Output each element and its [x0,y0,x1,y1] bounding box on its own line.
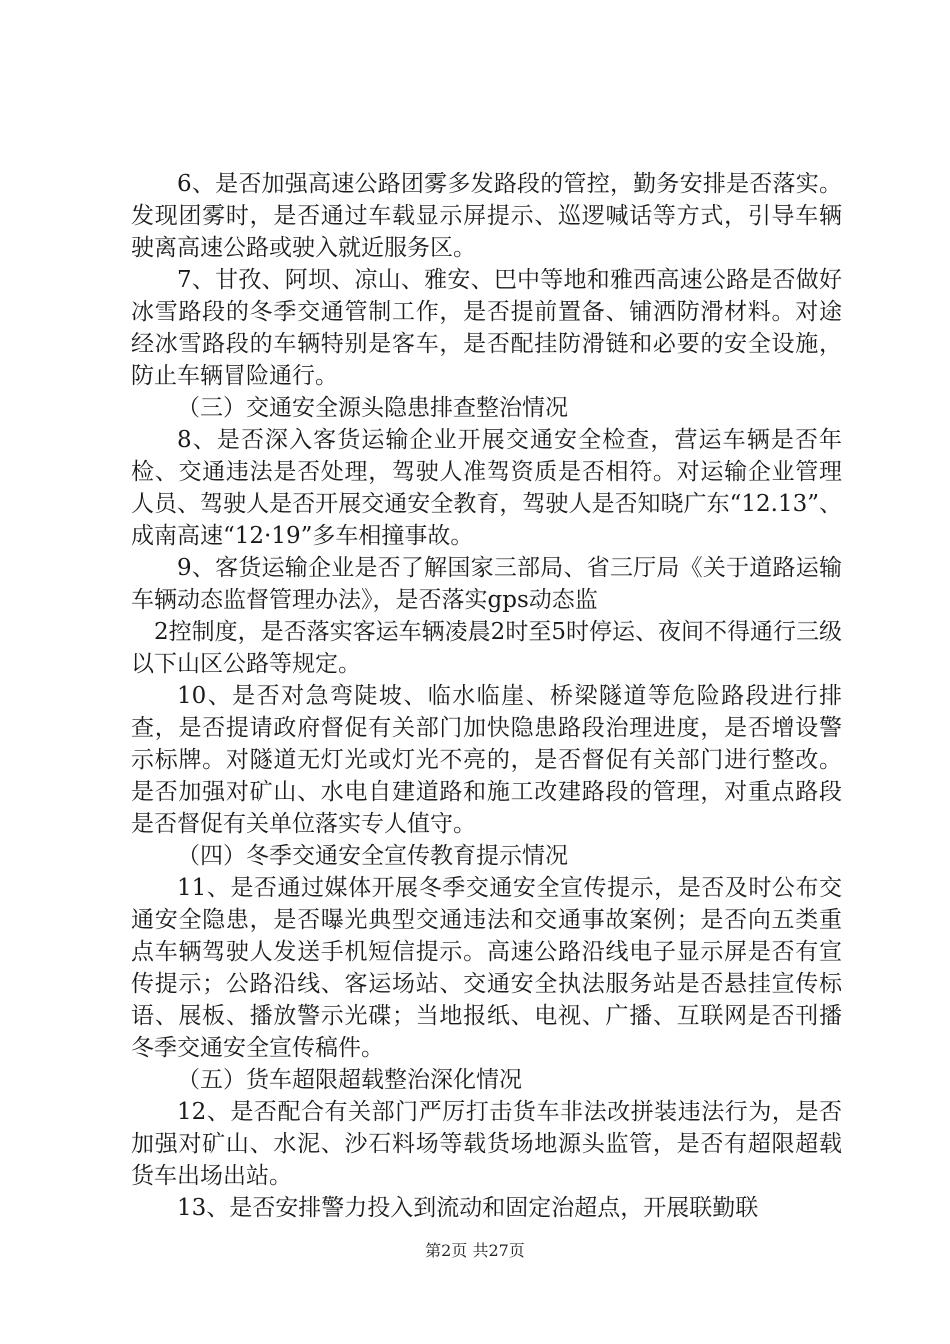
section-heading-5: （五）货车超限超载整治深化情况 [177,1067,522,1093]
paragraph-item-12: 12、是否配合有关部门严厉打击货车非法改拼装违法行为，是否加强对矿山、水泥、沙石料场等载货场地源头监管，是否有超限超载货车出场出站。 [131,1099,842,1189]
paragraph-item-8: 8、是否深入客货运输企业开展交通安全检查，营运车辆是否年检、交通违法是否处理，驾驶人准驾资质是否相符。对运输企业管理人员、驾驶人是否开展交通安全教育，驾驶人是否知晓广东“12.13”、成南高速“12·19”多车相撞事故。 [131,427,842,549]
page-footer [0,1241,950,1261]
section-heading-4: （四）冬季交通安全宣传教育提示情况 [177,843,568,869]
paragraph-item-7: 7、甘孜、阿坝、凉山、雅安、巴中等地和雅西高速公路是否做好冰雪路段的冬季交通管制工作，是否提前置备、铺洒防滑材料。对途经冰雪路段的车辆特别是客车，是否配挂防滑链和必要的安全设施，防止车辆冒险通行。 [131,267,842,389]
document-body [131,168,842,1224]
paragraph-item-10: 10、是否对急弯陡坡、临水临崖、桥梁隧道等危险路段进行排查，是否提请政府督促有关部门加快隐患路段治理进度，是否增设警示标牌。对隧道无灯光或灯光不亮的，是否督促有关部门进行整改。是否加强对矿山、水电自建道路和施工改建路段的管理，对重点路段是否督促有关单位落实专人值守。 [131,683,842,837]
paragraph-item-13: 13、是否安排警力投入到流动和固定治超点，开展联勤联 [177,1195,759,1221]
paragraph-item-6: 6、是否加强高速公路团雾多发路段的管控，勤务安排是否落实。发现团雾时，是否通过车载显示屏提示、巡逻喊话等方式，引导车辆驶离高速公路或驶入就近服务区。 [131,171,842,261]
paragraph-item-9-continued: 2控制度，是否落实客运车辆凌晨2时至5时停运、夜间不得通行三级以下山区公路等规定。 [131,619,842,677]
page-number-label: 第2页 共27页 [425,1241,525,1260]
paragraph-item-11: 11、是否通过媒体开展冬季交通安全宣传提示，是否及时公布交通安全隐患，是否曝光典型交通违法和交通事故案例；是否向五类重点车辆驾驶人发送手机短信提示。高速公路沿线电子显示屏是否有宣传提示；公路沿线、客运场站、交通安全执法服务站是否悬挂宣传标语、展板、播放警示光碟；当地报纸、电视、广播、互联网是否刊播冬季交通安全宣传稿件。 [131,875,842,1061]
paragraph-item-9: 9、客货运输企业是否了解国家三部局、省三厅局《关于道路运输车辆动态监督管理办法》，是否落实gps动态监 [131,555,842,613]
section-heading-3: （三）交通安全源头隐患排查整治情况 [177,395,568,421]
